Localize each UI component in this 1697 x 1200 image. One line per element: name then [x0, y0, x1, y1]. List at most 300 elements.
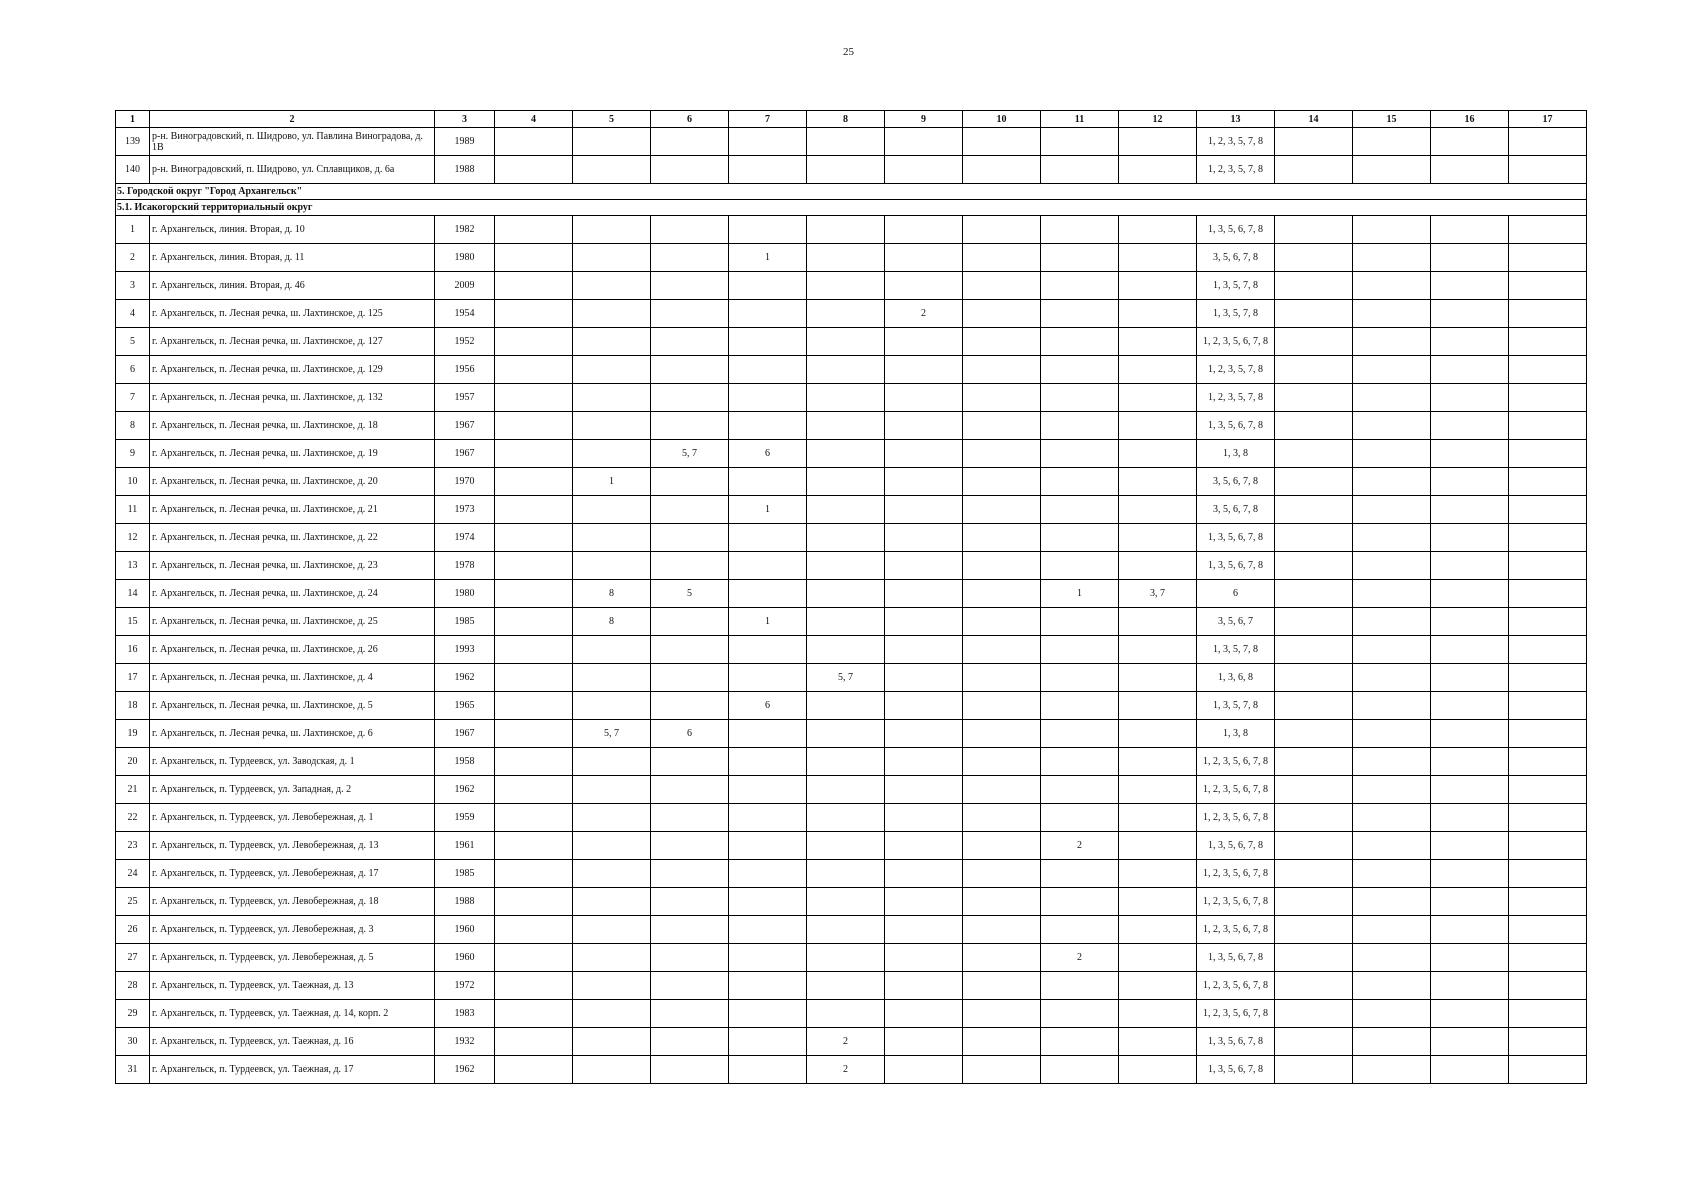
column-8-cell — [807, 300, 885, 328]
column-12-cell: 3, 7 — [1119, 580, 1197, 608]
column-4-cell — [495, 1056, 573, 1084]
column-17-cell — [1509, 888, 1587, 916]
column-15-cell — [1353, 664, 1431, 692]
column-7-cell — [729, 636, 807, 664]
column-5-cell: 8 — [573, 580, 651, 608]
column-15-cell — [1353, 1056, 1431, 1084]
column-6-cell — [651, 944, 729, 972]
year-cell: 1967 — [435, 720, 495, 748]
column-5-cell — [573, 888, 651, 916]
column-7-cell — [729, 944, 807, 972]
column-5-cell — [573, 244, 651, 272]
column-10-cell — [963, 608, 1041, 636]
column-6-cell — [651, 888, 729, 916]
column-14-cell — [1275, 1028, 1353, 1056]
row-number-cell: 22 — [116, 804, 150, 832]
column-4-cell — [495, 916, 573, 944]
column-5-cell — [573, 972, 651, 1000]
section-title: 5. Городской округ "Город Архангельск" — [116, 184, 1587, 200]
year-cell: 1985 — [435, 608, 495, 636]
column-11-cell — [1041, 972, 1119, 1000]
column-17-cell — [1509, 412, 1587, 440]
column-16-cell — [1431, 216, 1509, 244]
address-cell: г. Архангельск, п. Лесная речка, ш. Лахтинское, д. 6 — [150, 720, 435, 748]
column-10-cell — [963, 156, 1041, 184]
column-10-cell — [963, 524, 1041, 552]
column-4-cell — [495, 244, 573, 272]
column-14-cell — [1275, 216, 1353, 244]
column-14-cell — [1275, 128, 1353, 156]
year-cell: 1980 — [435, 580, 495, 608]
column-13-cell: 1, 3, 6, 8 — [1197, 664, 1275, 692]
column-9-cell: 2 — [885, 300, 963, 328]
column-13-cell: 1, 2, 3, 5, 6, 7, 8 — [1197, 1000, 1275, 1028]
column-6-cell — [651, 412, 729, 440]
year-cell: 1960 — [435, 916, 495, 944]
column-4-cell — [495, 300, 573, 328]
column-14-cell — [1275, 888, 1353, 916]
year-cell: 1962 — [435, 664, 495, 692]
table-row — [116, 692, 1587, 720]
column-14-cell — [1275, 664, 1353, 692]
column-6-cell — [651, 356, 729, 384]
column-11-cell: 1 — [1041, 580, 1119, 608]
column-9-cell — [885, 664, 963, 692]
column-13-cell: 1, 2, 3, 5, 7, 8 — [1197, 128, 1275, 156]
column-4-cell — [495, 272, 573, 300]
year-cell: 1967 — [435, 440, 495, 468]
column-4-cell — [495, 328, 573, 356]
column-header: 10 — [963, 111, 1041, 128]
column-10-cell — [963, 128, 1041, 156]
column-17-cell — [1509, 804, 1587, 832]
row-number-cell: 31 — [116, 1056, 150, 1084]
column-15-cell — [1353, 916, 1431, 944]
column-17-cell — [1509, 776, 1587, 804]
row-number-cell: 20 — [116, 748, 150, 776]
column-9-cell — [885, 244, 963, 272]
column-13-cell: 1, 2, 3, 5, 6, 7, 8 — [1197, 916, 1275, 944]
column-4-cell — [495, 1000, 573, 1028]
row-number-cell: 13 — [116, 552, 150, 580]
address-cell: г. Архангельск, п. Лесная речка, ш. Лахтинское, д. 24 — [150, 580, 435, 608]
column-8-cell — [807, 692, 885, 720]
column-7-cell — [729, 412, 807, 440]
year-cell: 1974 — [435, 524, 495, 552]
column-6-cell — [651, 216, 729, 244]
column-15-cell — [1353, 692, 1431, 720]
column-header: 14 — [1275, 111, 1353, 128]
column-4-cell — [495, 440, 573, 468]
column-9-cell — [885, 552, 963, 580]
column-7-cell — [729, 804, 807, 832]
column-7-cell — [729, 272, 807, 300]
row-number-cell: 29 — [116, 1000, 150, 1028]
column-9-cell — [885, 272, 963, 300]
column-16-cell — [1431, 1028, 1509, 1056]
column-13-cell: 1, 3, 5, 7, 8 — [1197, 636, 1275, 664]
column-16-cell — [1431, 356, 1509, 384]
column-5-cell — [573, 128, 651, 156]
column-10-cell — [963, 412, 1041, 440]
row-number-cell: 19 — [116, 720, 150, 748]
column-12-cell — [1119, 720, 1197, 748]
column-11-cell — [1041, 440, 1119, 468]
column-12-cell — [1119, 916, 1197, 944]
year-cell: 1985 — [435, 860, 495, 888]
column-9-cell — [885, 916, 963, 944]
column-16-cell — [1431, 1056, 1509, 1084]
section-header-row — [116, 200, 1587, 216]
column-11-cell — [1041, 664, 1119, 692]
column-15-cell — [1353, 300, 1431, 328]
column-6-cell — [651, 524, 729, 552]
column-15-cell — [1353, 328, 1431, 356]
address-cell: г. Архангельск, п. Лесная речка, ш. Лахтинское, д. 26 — [150, 636, 435, 664]
column-14-cell — [1275, 412, 1353, 440]
column-15-cell — [1353, 440, 1431, 468]
column-11-cell — [1041, 1000, 1119, 1028]
column-17-cell — [1509, 608, 1587, 636]
column-10-cell — [963, 216, 1041, 244]
column-8-cell — [807, 720, 885, 748]
column-17-cell — [1509, 328, 1587, 356]
column-8-cell — [807, 440, 885, 468]
column-9-cell — [885, 1028, 963, 1056]
column-12-cell — [1119, 804, 1197, 832]
column-17-cell — [1509, 916, 1587, 944]
column-17-cell — [1509, 832, 1587, 860]
column-12-cell — [1119, 128, 1197, 156]
column-6-cell — [651, 748, 729, 776]
year-cell: 1959 — [435, 804, 495, 832]
column-8-cell — [807, 328, 885, 356]
column-4-cell — [495, 692, 573, 720]
column-10-cell — [963, 1028, 1041, 1056]
address-cell: г. Архангельск, п. Турдеевск, ул. Заводская, д. 1 — [150, 748, 435, 776]
column-10-cell — [963, 496, 1041, 524]
address-cell: г. Архангельск, п. Лесная речка, ш. Лахтинское, д. 4 — [150, 664, 435, 692]
address-cell: г. Архангельск, п. Лесная речка, ш. Лахтинское, д. 22 — [150, 524, 435, 552]
column-7-cell — [729, 552, 807, 580]
column-17-cell — [1509, 692, 1587, 720]
column-13-cell: 1, 3, 5, 6, 7, 8 — [1197, 1056, 1275, 1084]
column-12-cell — [1119, 412, 1197, 440]
row-number-cell: 7 — [116, 384, 150, 412]
column-5-cell — [573, 272, 651, 300]
column-16-cell — [1431, 636, 1509, 664]
column-5-cell — [573, 1000, 651, 1028]
section-title: 5.1. Исакогорский территориальный округ — [116, 200, 1587, 216]
column-8-cell — [807, 860, 885, 888]
column-13-cell: 1, 2, 3, 5, 7, 8 — [1197, 156, 1275, 184]
column-14-cell — [1275, 972, 1353, 1000]
column-13-cell: 1, 2, 3, 5, 6, 7, 8 — [1197, 804, 1275, 832]
column-13-cell: 3, 5, 6, 7, 8 — [1197, 244, 1275, 272]
column-13-cell: 3, 5, 6, 7, 8 — [1197, 468, 1275, 496]
column-7-cell — [729, 888, 807, 916]
column-17-cell — [1509, 636, 1587, 664]
column-14-cell — [1275, 804, 1353, 832]
column-9-cell — [885, 944, 963, 972]
column-10-cell — [963, 888, 1041, 916]
year-cell: 1932 — [435, 1028, 495, 1056]
column-14-cell — [1275, 384, 1353, 412]
column-12-cell — [1119, 860, 1197, 888]
column-11-cell — [1041, 524, 1119, 552]
column-7-cell — [729, 664, 807, 692]
column-4-cell — [495, 944, 573, 972]
year-cell: 1962 — [435, 776, 495, 804]
column-16-cell — [1431, 776, 1509, 804]
column-16-cell — [1431, 412, 1509, 440]
column-10-cell — [963, 300, 1041, 328]
column-16-cell — [1431, 832, 1509, 860]
column-8-cell — [807, 496, 885, 524]
address-cell: г. Архангельск, п. Турдеевск, ул. Левобережная, д. 18 — [150, 888, 435, 916]
address-cell: г. Архангельск, п. Лесная речка, ш. Лахтинское, д. 25 — [150, 608, 435, 636]
column-15-cell — [1353, 804, 1431, 832]
column-17-cell — [1509, 944, 1587, 972]
table-row — [116, 636, 1587, 664]
column-7-cell — [729, 916, 807, 944]
column-4-cell — [495, 128, 573, 156]
address-cell: г. Архангельск, линия. Вторая, д. 11 — [150, 244, 435, 272]
row-number-cell: 11 — [116, 496, 150, 524]
column-10-cell — [963, 552, 1041, 580]
address-cell: г. Архангельск, п. Турдеевск, ул. Левобережная, д. 17 — [150, 860, 435, 888]
table-row — [116, 608, 1587, 636]
column-6-cell — [651, 776, 729, 804]
address-cell: г. Архангельск, п. Лесная речка, ш. Лахтинское, д. 125 — [150, 300, 435, 328]
column-4-cell — [495, 776, 573, 804]
column-4-cell — [495, 216, 573, 244]
year-cell: 1962 — [435, 1056, 495, 1084]
column-header: 15 — [1353, 111, 1431, 128]
column-8-cell — [807, 384, 885, 412]
year-cell: 1958 — [435, 748, 495, 776]
column-13-cell: 1, 3, 5, 7, 8 — [1197, 272, 1275, 300]
column-5-cell — [573, 1056, 651, 1084]
column-4-cell — [495, 748, 573, 776]
column-17-cell — [1509, 272, 1587, 300]
column-16-cell — [1431, 916, 1509, 944]
column-10-cell — [963, 776, 1041, 804]
column-15-cell — [1353, 128, 1431, 156]
column-10-cell — [963, 356, 1041, 384]
column-5-cell — [573, 832, 651, 860]
column-11-cell — [1041, 156, 1119, 184]
column-10-cell — [963, 468, 1041, 496]
column-4-cell — [495, 552, 573, 580]
column-10-cell — [963, 244, 1041, 272]
year-cell: 1956 — [435, 356, 495, 384]
column-8-cell — [807, 916, 885, 944]
column-header: 2 — [150, 111, 435, 128]
column-12-cell — [1119, 692, 1197, 720]
table-row — [116, 468, 1587, 496]
row-number-cell: 21 — [116, 776, 150, 804]
column-6-cell — [651, 1056, 729, 1084]
column-9-cell — [885, 804, 963, 832]
column-12-cell — [1119, 1000, 1197, 1028]
column-11-cell — [1041, 244, 1119, 272]
column-11-cell — [1041, 356, 1119, 384]
address-cell: г. Архангельск, п. Лесная речка, ш. Лахтинское, д. 129 — [150, 356, 435, 384]
column-15-cell — [1353, 412, 1431, 440]
column-9-cell — [885, 412, 963, 440]
housing-registry-table — [115, 110, 1587, 1084]
column-6-cell — [651, 608, 729, 636]
column-9-cell — [885, 608, 963, 636]
column-8-cell — [807, 888, 885, 916]
column-15-cell — [1353, 608, 1431, 636]
column-12-cell — [1119, 748, 1197, 776]
table-row — [116, 216, 1587, 244]
row-number-cell: 16 — [116, 636, 150, 664]
column-7-cell — [729, 216, 807, 244]
column-10-cell — [963, 580, 1041, 608]
column-8-cell — [807, 128, 885, 156]
column-15-cell — [1353, 580, 1431, 608]
column-17-cell — [1509, 1028, 1587, 1056]
table-row — [116, 972, 1587, 1000]
table-row — [116, 328, 1587, 356]
column-9-cell — [885, 972, 963, 1000]
row-number-cell: 27 — [116, 944, 150, 972]
column-5-cell — [573, 440, 651, 468]
column-15-cell — [1353, 244, 1431, 272]
column-6-cell: 6 — [651, 720, 729, 748]
column-10-cell — [963, 832, 1041, 860]
column-13-cell: 3, 5, 6, 7 — [1197, 608, 1275, 636]
column-5-cell — [573, 328, 651, 356]
address-cell: г. Архангельск, п. Лесная речка, ш. Лахтинское, д. 5 — [150, 692, 435, 720]
year-cell: 1965 — [435, 692, 495, 720]
column-12-cell — [1119, 776, 1197, 804]
column-13-cell: 1, 3, 5, 6, 7, 8 — [1197, 524, 1275, 552]
column-16-cell — [1431, 944, 1509, 972]
column-4-cell — [495, 860, 573, 888]
row-number-cell: 28 — [116, 972, 150, 1000]
address-cell: г. Архангельск, п. Лесная речка, ш. Лахтинское, д. 20 — [150, 468, 435, 496]
column-8-cell — [807, 356, 885, 384]
column-9-cell — [885, 524, 963, 552]
column-10-cell — [963, 1056, 1041, 1084]
column-4-cell — [495, 496, 573, 524]
column-12-cell — [1119, 468, 1197, 496]
year-cell: 1983 — [435, 1000, 495, 1028]
column-11-cell — [1041, 888, 1119, 916]
address-cell: р-н. Виноградовский, п. Шидрово, ул. Павлина Виноградова, д. 1В — [150, 128, 435, 156]
column-17-cell — [1509, 156, 1587, 184]
column-12-cell — [1119, 356, 1197, 384]
column-15-cell — [1353, 832, 1431, 860]
column-6-cell — [651, 804, 729, 832]
column-12-cell — [1119, 328, 1197, 356]
table-row — [116, 524, 1587, 552]
column-17-cell — [1509, 580, 1587, 608]
table-row — [116, 412, 1587, 440]
column-11-cell — [1041, 776, 1119, 804]
column-16-cell — [1431, 888, 1509, 916]
column-13-cell: 1, 3, 5, 6, 7, 8 — [1197, 412, 1275, 440]
row-number-cell: 2 — [116, 244, 150, 272]
column-10-cell — [963, 860, 1041, 888]
column-14-cell — [1275, 580, 1353, 608]
table-row — [116, 944, 1587, 972]
column-17-cell — [1509, 552, 1587, 580]
year-cell: 1988 — [435, 888, 495, 916]
column-12-cell — [1119, 216, 1197, 244]
column-17-cell — [1509, 440, 1587, 468]
column-16-cell — [1431, 300, 1509, 328]
column-9-cell — [885, 776, 963, 804]
row-number-cell: 5 — [116, 328, 150, 356]
column-13-cell: 1, 3, 5, 6, 7, 8 — [1197, 1028, 1275, 1056]
row-number-cell: 10 — [116, 468, 150, 496]
column-11-cell — [1041, 216, 1119, 244]
column-10-cell — [963, 664, 1041, 692]
column-9-cell — [885, 636, 963, 664]
column-6-cell — [651, 128, 729, 156]
column-13-cell: 1, 3, 5, 6, 7, 8 — [1197, 832, 1275, 860]
column-15-cell — [1353, 468, 1431, 496]
column-17-cell — [1509, 300, 1587, 328]
column-13-cell: 1, 2, 3, 5, 6, 7, 8 — [1197, 888, 1275, 916]
column-10-cell — [963, 972, 1041, 1000]
column-8-cell — [807, 468, 885, 496]
row-number-cell: 26 — [116, 916, 150, 944]
row-number-cell: 23 — [116, 832, 150, 860]
column-6-cell — [651, 244, 729, 272]
column-11-cell — [1041, 552, 1119, 580]
column-15-cell — [1353, 496, 1431, 524]
column-14-cell — [1275, 356, 1353, 384]
column-9-cell — [885, 832, 963, 860]
year-cell: 1961 — [435, 832, 495, 860]
column-7-cell — [729, 328, 807, 356]
column-header: 1 — [116, 111, 150, 128]
column-4-cell — [495, 832, 573, 860]
table-row — [116, 128, 1587, 156]
column-7-cell: 1 — [729, 608, 807, 636]
column-10-cell — [963, 944, 1041, 972]
address-cell: г. Архангельск, п. Турдеевск, ул. Западная, д. 2 — [150, 776, 435, 804]
column-12-cell — [1119, 244, 1197, 272]
column-9-cell — [885, 1056, 963, 1084]
column-10-cell — [963, 692, 1041, 720]
column-14-cell — [1275, 1056, 1353, 1084]
column-13-cell: 1, 2, 3, 5, 7, 8 — [1197, 384, 1275, 412]
column-17-cell — [1509, 128, 1587, 156]
column-12-cell — [1119, 384, 1197, 412]
column-15-cell — [1353, 552, 1431, 580]
column-9-cell — [885, 496, 963, 524]
address-cell: г. Архангельск, линия. Вторая, д. 46 — [150, 272, 435, 300]
column-5-cell — [573, 916, 651, 944]
column-4-cell — [495, 720, 573, 748]
column-11-cell — [1041, 720, 1119, 748]
column-12-cell — [1119, 552, 1197, 580]
column-5-cell — [573, 664, 651, 692]
column-7-cell — [729, 972, 807, 1000]
column-15-cell — [1353, 888, 1431, 916]
column-12-cell — [1119, 496, 1197, 524]
column-4-cell — [495, 608, 573, 636]
column-14-cell — [1275, 524, 1353, 552]
column-14-cell — [1275, 552, 1353, 580]
